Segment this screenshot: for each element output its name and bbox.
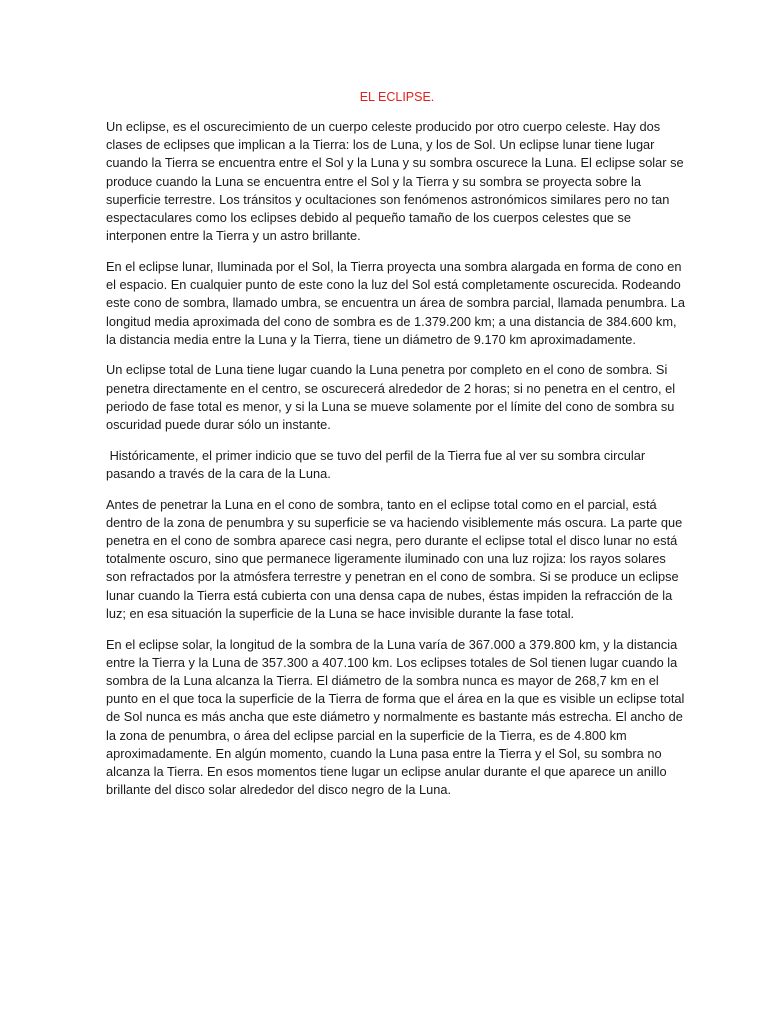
document-title: EL ECLIPSE. [359, 90, 435, 104]
paragraph-penumbra: Antes de penetrar la Luna en el cono de sombra, tanto en el eclipse total como en el parcial, está dentro de la zona de penumbra y su superficie se va haciendo visiblemente más oscura. La parte que penetra en el cono de sombra aparece casi negra, pero durante el eclipse total el disco lunar no está totalmente oscuro, sino que permanece ligeramente iluminado con una luz rojiza: los rayos solares son refractados por la atmósfera terrestre y penetran en el cono de sombra. Si se produce un eclipse lunar cuando la Tierra está cubierta con una densa capa de nubes, éstas impiden la refracción de la luz; en esa situación la superficie de la Luna se hace invisible durante la fase total. [106, 496, 683, 621]
paragraph-total-lunar-eclipse: Un eclipse total de Luna tiene lugar cuando la Luna penetra por completo en el cono de sombra. Si penetra directamente en el centro, se oscurecerá alrededor de 2 horas; si no penetra en el centro, el periodo de fase total es menor, y si la Luna se mueve solamente por el límite del cono de sombra su oscuridad puede durar sólo un instante. [106, 362, 676, 433]
paragraph-historical: Históricamente, el primer indicio que se tuvo del perfil de la Tierra fue al ver su sombra circular pasando a través de la cara de la Luna. [106, 447, 649, 481]
paragraph-solar-eclipse: En el eclipse solar, la longitud de la sombra de la Luna varía de 367.000 a 379.800 km, y la distancia entre la Tierra y la Luna de 357.300 a 407.100 km. Los eclipses totales de Sol tienen lugar cuando la sombra de la Luna alcanza la Tierra. El diámetro de la sombra nunca es mayor de 268,7 km en el punto en el que toca la superficie de la Tierra de forma que el área en la que es visible un eclipse total de Sol nunca es más ancha que este diámetro y normalmente es bastante más estrecha. El ancho de la zona de penumbra, o área del eclipse parcial en la superficie de la Tierra, es de 4.800 km aproximadamente. En algún momento, cuando la Luna pasa entre la Tierra y el Sol, su sombra no alcanza la Tierra. En esos momentos tiene lugar un eclipse anular durante el que aparece un anillo brillante del disco solar alrededor del disco negro de la Luna. [106, 636, 685, 798]
document-body [106, 88, 688, 812]
paragraph-intro: Un eclipse, es el oscurecimiento de un cuerpo celeste producido por otro cuerpo celeste. Hay dos clases de eclipses que implican a la Tierra: los de Luna, y los de Sol. Un eclipse lunar tiene lugar cuando la Tierra se encuentra entre el Sol y la Luna y su sombra oscurece la Luna. El eclipse solar se produce cuando la Luna se encuentra entre el Sol y la Tierra y su sombra se proyecta sobre la superficie terrestre. Los tránsitos y ocultaciones son fenómenos astronómicos similares pero no tan espectaculares como los eclipses debido al pequeño tamaño de los cuerpos celestes que se interponen entre la Tierra y un astro brillante. [106, 119, 684, 244]
paragraph-lunar-eclipse: En el eclipse lunar, Iluminada por el Sol, la Tierra proyecta una sombra alargada en forma de cono en el espacio. En cualquier punto de este cono la luz del Sol está completamente oscurecida. Rodeando este cono de sombra, llamado umbra, se encuentra un área de sombra parcial, llamada penumbra. La longitud media aproximada del cono de sombra es de 1.379.200 km; a una distancia de 384.600 km, la distancia media entre la Luna y la Tierra, tiene un diámetro de 9.170 km aproximadamente. [106, 258, 686, 347]
